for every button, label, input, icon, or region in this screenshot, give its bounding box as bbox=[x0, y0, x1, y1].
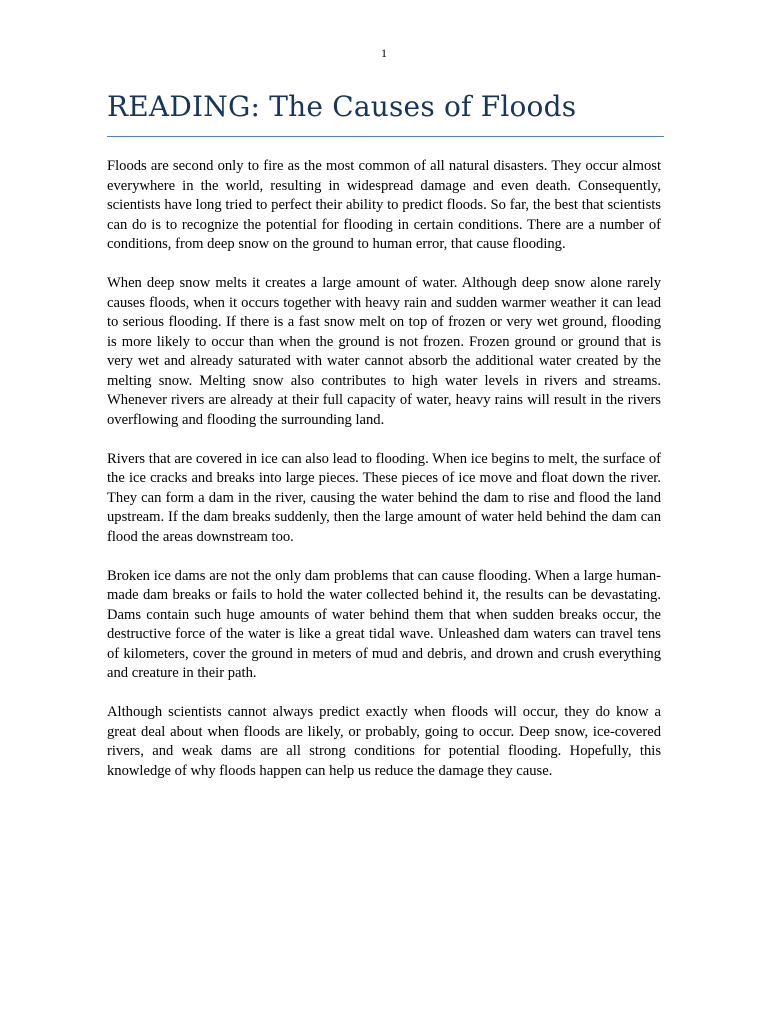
paragraph-ice-rivers: Rivers that are covered in ice can also lead to flooding. When ice begins to melt, the surface of the ice cracks and breaks into large pieces. These pieces of ice move and float down the river. They can form a dam in the river, causing the water behind the dam to rise and flood the land upstream. If the dam breaks suddenly, then the large amount of water held behind the dam can flood the areas downstream too. bbox=[107, 450, 661, 545]
paragraph-snow-melt: When deep snow melts it creates a large amount of water. Although deep snow alone rarely causes floods, when it occurs together with heavy rain and sudden warmer weather it can lead to serious flooding. If there is a fast snow melt on top of frozen or very wet ground, flooding is more likely to occur than when the ground is not frozen. Frozen ground or ground that is very wet and already saturated with water cannot absorb the additional water created by the melting snow. Melting snow also contributes to high water levels in rivers and streams. Whenever rivers are already at their full capacity of water, heavy rains will result in the rivers overflowing and flooding the surrounding land. bbox=[107, 275, 661, 428]
title-underline-rule bbox=[107, 136, 664, 137]
paragraph-conclusion: Although scientists cannot always predict exactly when floods will occur, they do know a great deal about when floods are likely, or probably, going to occur. Deep snow, ice-covered rivers, and weak dams are all strong conditions for potential flooding. Hopefully, this knowledge of why floods happen can help us reduce the damage they cause. bbox=[107, 704, 661, 779]
document-body bbox=[107, 157, 661, 801]
document-title: READING: The Causes of Floods bbox=[107, 90, 577, 123]
page-number: 1 bbox=[381, 46, 387, 60]
paragraph-dams: Broken ice dams are not the only dam problems that can cause flooding. When a large human-made dam breaks or fails to hold the water collected behind it, the results can be devastating. Dams contain such huge amounts of water behind them that when sudden breaks occur, the destructive force of the water is like a great tidal wave. Unleashed dam waters can travel tens of kilometers, cover the ground in meters of mud and debris, and drown and crush everything and creature in their path. bbox=[107, 567, 661, 681]
paragraph-intro: Floods are second only to fire as the most common of all natural disasters. They occur almost everywhere in the world, resulting in widespread damage and even death. Consequently, scientists have long tried to perfect their ability to predict floods. So far, the best that scientists can do is to recognize the potential for flooding in certain conditions. There are a number of conditions, from deep snow on the ground to human error, that cause flooding. bbox=[107, 158, 661, 252]
